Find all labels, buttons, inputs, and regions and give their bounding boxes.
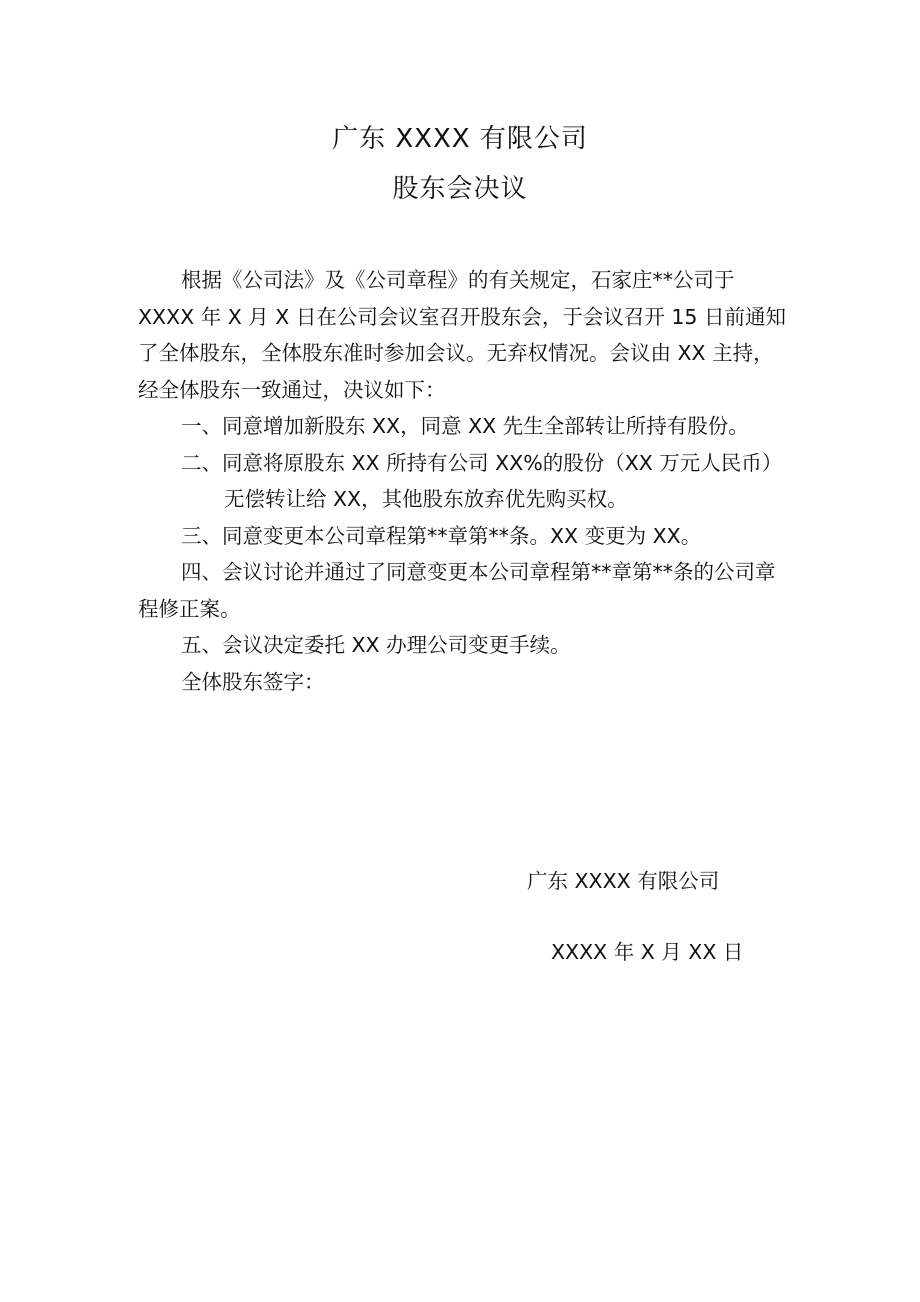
signature-label: 全体股东签字：	[181, 669, 325, 694]
footer-date: XXXX 年 X 月 XX 日	[551, 940, 744, 964]
resolution-item-1: 一、同意增加新股东 XX，同意 XX 先生全部转让所持有股份。	[181, 414, 749, 438]
company-title: 广东 XXXX 有限公司	[332, 124, 588, 154]
resolution-body	[138, 262, 788, 700]
document-title: 股东会决议	[392, 174, 528, 204]
intro-paragraph: 根据《公司法》及《公司章程》的有关规定，石家庄**公司于 XXXX 年 X 月 X 日在公司会议室召开股东会，于会议召开 15 日前通知了全体股东，全体股东准时参加会议。无弃权情况。会议由 XX 主持，经全体股东一致通过，决议如下：	[138, 268, 786, 402]
resolution-item-4: 四、会议讨论并通过了同意变更本公司章程第**章第**条的公司章程修正案。	[138, 560, 776, 621]
resolution-item-5: 五、会议决定委托 XX 办理公司变更手续。	[181, 633, 571, 657]
resolution-item-2: 二、同意将原股东 XX 所持有公司 XX%的股份（XX 万元人民币）无偿转让给 XX，其他股东放弃优先购买权。	[181, 450, 783, 511]
footer-company: 广东 XXXX 有限公司	[527, 869, 720, 893]
resolution-item-3: 三、同意变更本公司章程第**章第**条。XX 变更为 XX。	[181, 523, 702, 548]
